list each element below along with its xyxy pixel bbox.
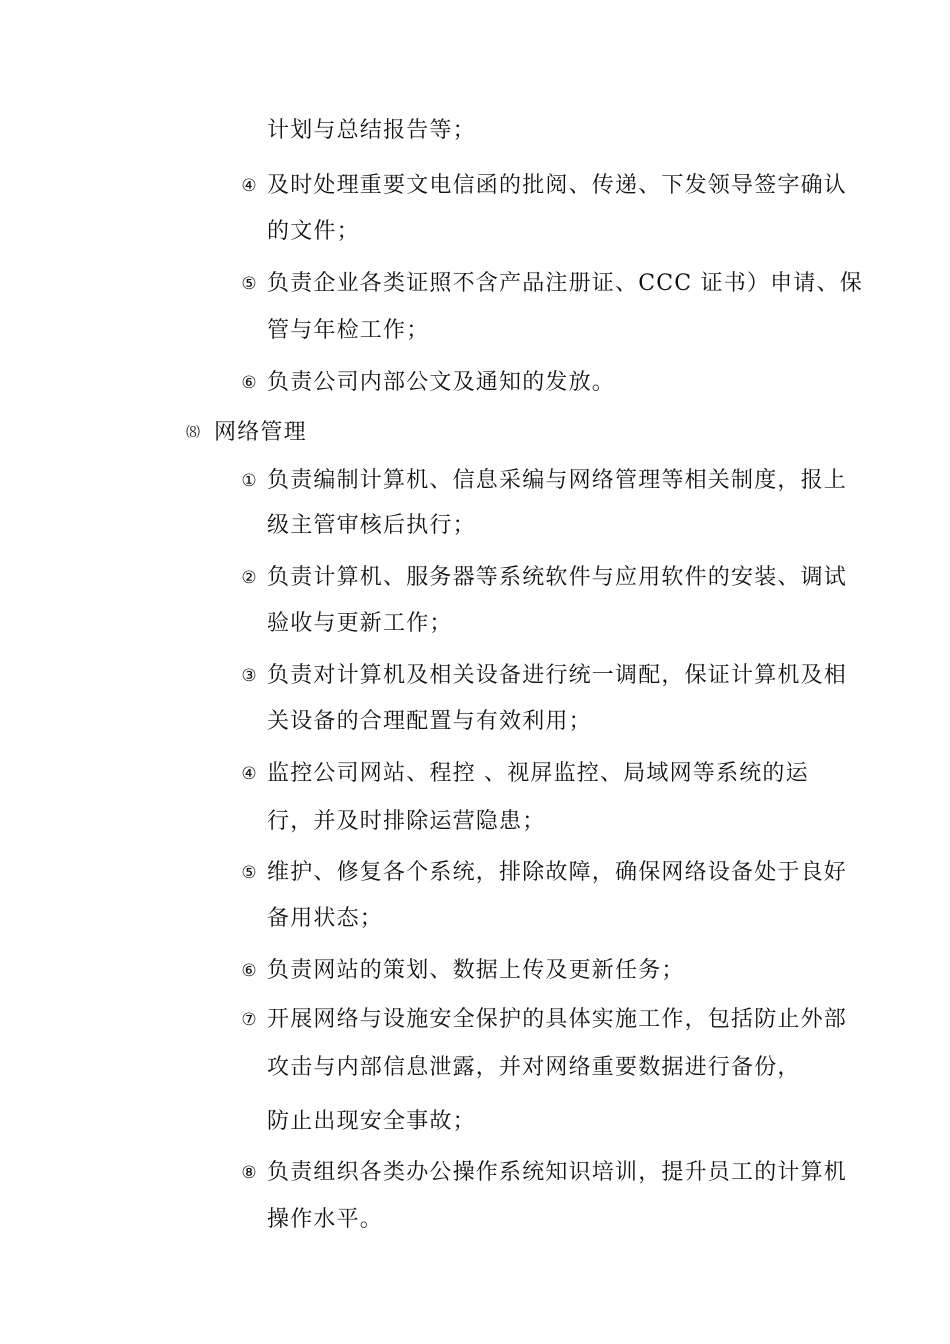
item-marker: ② [241,568,257,588]
item-text-line: 及时处理重要文电信函的批阅、传递、下发领导签字确认 [267,173,848,198]
item-text-line: 防止出现安全事故； [267,1109,476,1134]
item-marker: ① [241,471,257,491]
item-text-line: 负责企业各类证照不含产品注册证、CCC 证书）申请、保 [267,271,863,296]
item-marker: ④ [241,764,257,784]
item-text-line: 级主管审核后执行； [267,513,476,538]
continuation-line: 计划与总结报告等； [267,118,476,143]
item-text-line: 操作水平。 [267,1207,384,1232]
item-text-line: 负责对计算机及相关设备进行统一调配，保证计算机及相 [267,663,848,688]
item-marker: ⑤ [241,863,257,883]
item-marker: ④ [241,176,257,196]
item-text-line: 负责编制计算机、信息采编与网络管理等相关制度，报上 [267,468,848,493]
item-text-line: 维护、修复各个系统，排除故障，确保网络设备处于良好 [267,860,848,885]
item-text-line: 管与年检工作； [267,318,430,343]
item-text-line: 备用状态； [267,906,384,931]
section-marker: ⑻ [186,425,200,441]
item-marker: ⑥ [241,961,257,981]
item-text-line: 验收与更新工作； [267,611,453,636]
item-text-line: 负责计算机、服务器等系统软件与应用软件的安装、调试 [267,565,848,590]
item-marker: ⑦ [241,1010,257,1030]
item-text-line: 负责网站的策划、数据上传及更新任务； [267,958,685,983]
item-text-line: 开展网络与设施安全保护的具体实施工作，包括防止外部 [267,1007,848,1032]
item-text-line: 行，并及时排除运营隐患； [267,809,546,834]
item-text-line: 攻击与内部信息泄露，并对网络重要数据进行备份， [267,1055,801,1080]
item-marker: ⑥ [241,373,257,393]
item-marker: ⑤ [241,274,257,294]
item-text-line: 监控公司网站、程控 、视屏监控、局域网等系统的运 [267,761,809,786]
item-marker: ⑧ [241,1163,257,1183]
item-marker: ③ [241,666,257,686]
item-text-line: 的文件； [267,219,360,244]
item-text-line: 关设备的合理配置与有效利用； [267,709,592,734]
item-text-line: 负责组织各类办公操作系统知识培训，提升员工的计算机 [267,1160,848,1185]
item-text-line: 负责公司内部公文及通知的发放。 [267,370,616,395]
section-title: 网络管理 [214,420,307,445]
